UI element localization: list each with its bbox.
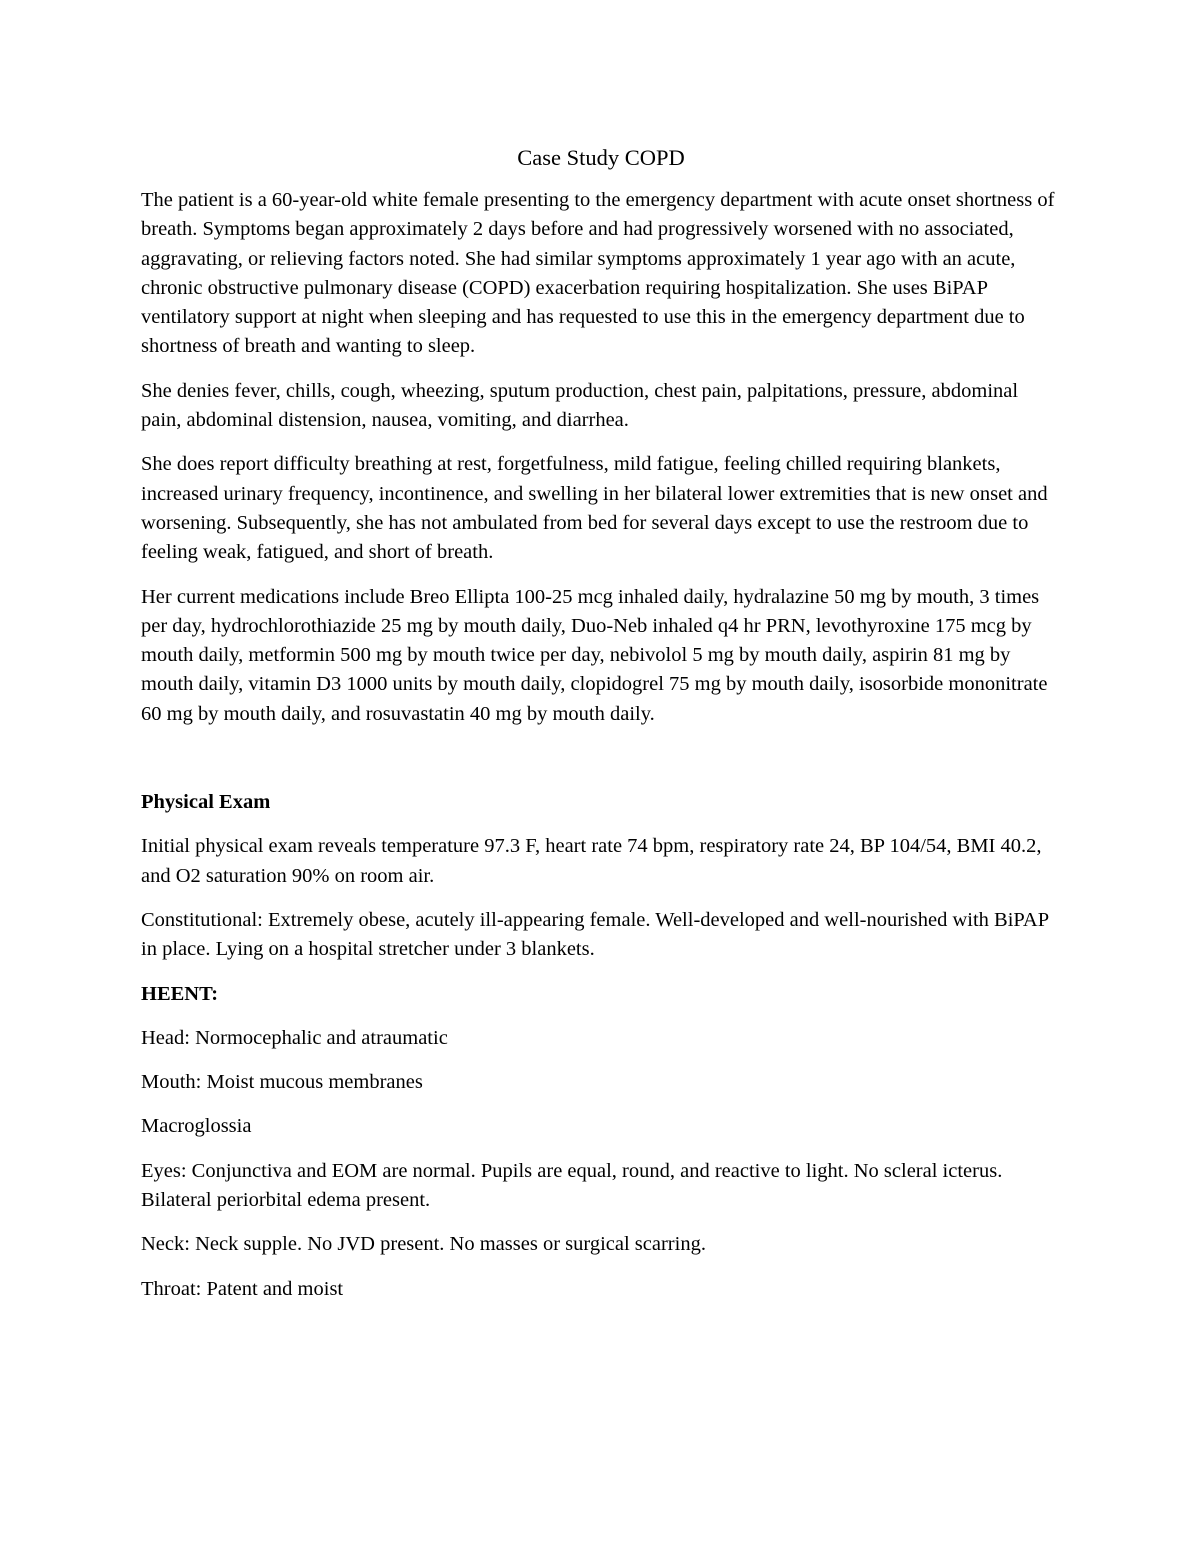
heent-macroglossia: Macroglossia (141, 1115, 252, 1138)
paragraph-presentation: The patient is a 60-year-old white female presenting to the emergency department with acute onset shortness of breath. Symptoms began approximately 2 days before and had progressively worsened with no associated, aggravating, or relieving factors noted. She had similar symptoms approximately 1 year ago with an acute, chronic obstructive pulmonary disease (COPD) exacerbation requiring hospitalization. She uses BiPAP ventilatory support at night when sleeping and has requested to use this in the emergency department due to shortness of breath and wanting to sleep. (141, 189, 1055, 358)
heent-throat: Throat: Patent and moist (141, 1277, 344, 1300)
heent-head: Head: Normocephalic and atraumatic (141, 1026, 448, 1049)
paragraph-vitals: Initial physical exam reveals temperature 97.3 F, heart rate 74 bpm, respiratory rate 24, BP 104/54, BMI 40.2, and O2 saturation 90% on room air. (141, 835, 1042, 887)
paragraph-constitutional: Constitutional: Extremely obese, acutely ill-appearing female. Well-developed and well-nourished with BiPAP in place. Lying on a hospital stretcher under 3 blankets. (141, 908, 1049, 961)
heent-neck: Neck: Neck supple. No JVD present. No masses or surgical scarring. (141, 1233, 706, 1256)
heent-mouth: Mouth: Moist mucous membranes (141, 1071, 423, 1094)
physical-exam-heading: Physical Exam (141, 791, 271, 814)
section-spacer (141, 744, 1061, 788)
heent-eyes: Eyes: Conjunctiva and EOM are normal. Pupils are equal, round, and reactive to light. No scleral icterus. Bilateral periorbital edema present. (141, 1159, 1003, 1212)
paragraph-denials: She denies fever, chills, cough, wheezing, sputum production, chest pain, palpitations, pressure, abdominal pain, abdominal distension, nausea, vomiting, and diarrhea. (141, 379, 1019, 432)
paragraph-medications: Her current medications include Breo Ellipta 100-25 mcg inhaled daily, hydralazine 50 mg by mouth, 3 times per day, hydrochlorothiazide 25 mg by mouth daily, Duo-Neb inhaled q4 hr PRN, levothyroxine 175 mcg by mouth daily, metformin 500 mg by mouth twice per day, nebivolol 5 mg by mouth daily, aspirin 81 mg by mouth daily, vitamin D3 1000 units by mouth daily, clopidogrel 75 mg by mouth daily, isosorbide mononitrate 60 mg by mouth daily, and rosuvastatin 40 mg by mouth daily. (141, 585, 1048, 725)
document-title: Case Study COPD (517, 145, 685, 170)
heent-heading: HEENT: (141, 982, 219, 1005)
paragraph-reported-symptoms: She does report difficulty breathing at rest, forgetfulness, mild fatigue, feeling chilled requiring blankets, increased urinary frequency, incontinence, and swelling in her bilateral lower extremities that is new onset and worsening. Subsequently, she has not ambulated from bed for several days except to use the restroom due to feeling weak, fatigued, and short of breath. (141, 453, 1048, 564)
document-page (141, 142, 1061, 1319)
